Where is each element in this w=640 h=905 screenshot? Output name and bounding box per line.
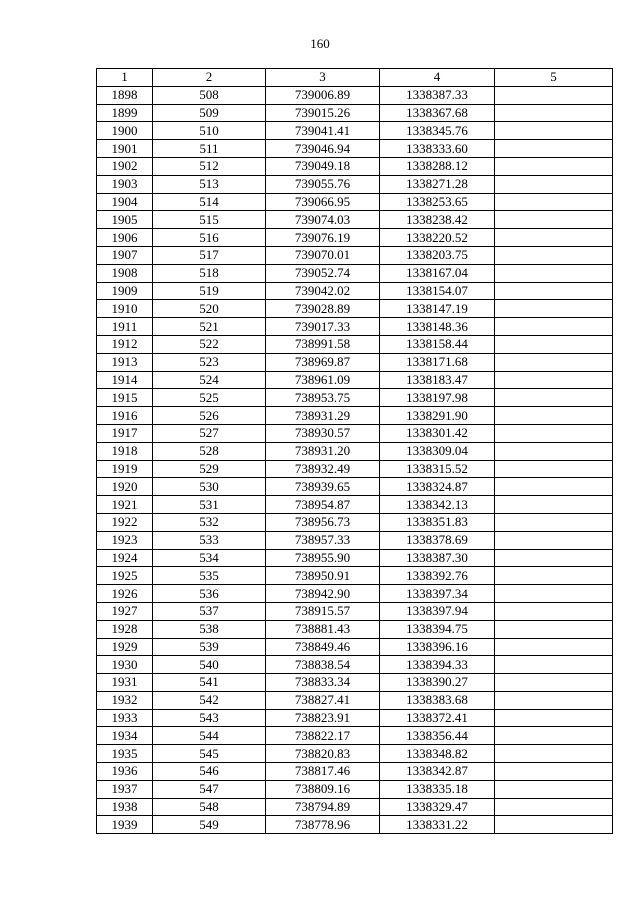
table-cell: 1338397.94 [380,602,495,620]
table-cell: 1906 [97,229,153,247]
table-cell: 519 [153,282,266,300]
table-cell: 738833.34 [266,674,380,692]
table-cell: 738931.20 [266,442,380,460]
table-cell: 543 [153,709,266,727]
table-row [97,638,613,656]
table-cell: 1338387.30 [380,549,495,567]
table-cell: 1902 [97,157,153,175]
table-cell [495,318,613,336]
table-cell: 1907 [97,246,153,264]
table-cell: 514 [153,193,266,211]
table-row [97,424,613,442]
table-cell: 1921 [97,496,153,514]
table-cell: 530 [153,478,266,496]
table-cell: 738955.90 [266,549,380,567]
table-cell: 1912 [97,335,153,353]
table-cell: 1928 [97,620,153,638]
table-row [97,157,613,175]
table-cell: 524 [153,371,266,389]
table-row [97,745,613,763]
table-row [97,193,613,211]
table-cell: 739028.89 [266,300,380,318]
table-row [97,585,613,603]
table-cell: 1338333.60 [380,140,495,158]
table-cell: 1922 [97,513,153,531]
table-cell: 513 [153,175,266,193]
table-cell: 738794.89 [266,798,380,816]
table-cell: 546 [153,763,266,781]
table-row [97,264,613,282]
table-cell: 739066.95 [266,193,380,211]
table-cell: 738915.57 [266,602,380,620]
table-cell: 1938 [97,798,153,816]
table-cell: 739015.26 [266,104,380,122]
table-row [97,709,613,727]
table-cell: 738956.73 [266,513,380,531]
table-row [97,513,613,531]
table-cell: 527 [153,424,266,442]
table-cell: 532 [153,513,266,531]
table-row [97,442,613,460]
table-cell: 1920 [97,478,153,496]
table-cell: 1911 [97,318,153,336]
table-cell: 1338396.16 [380,638,495,656]
table-cell: 1338147.19 [380,300,495,318]
table-cell: 533 [153,531,266,549]
table-cell [495,816,613,834]
table-cell [495,727,613,745]
table-cell: 1338301.42 [380,424,495,442]
table-cell [495,780,613,798]
table-cell: 739070.01 [266,246,380,264]
page-number: 160 [310,36,330,51]
table-cell: 1338315.52 [380,460,495,478]
table-cell: 1899 [97,104,153,122]
column-header: 4 [380,69,495,87]
table-cell: 523 [153,353,266,371]
table-cell: 547 [153,780,266,798]
table-cell: 738822.17 [266,727,380,745]
table-cell [495,798,613,816]
table-cell: 739046.94 [266,140,380,158]
table-cell [495,709,613,727]
table-cell: 1929 [97,638,153,656]
table-cell: 1918 [97,442,153,460]
table-cell: 739052.74 [266,264,380,282]
table-cell: 544 [153,727,266,745]
table-cell: 738950.91 [266,567,380,585]
column-header: 3 [266,69,380,87]
table-cell [495,424,613,442]
table-cell: 1935 [97,745,153,763]
table-cell [495,104,613,122]
table-cell: 1898 [97,86,153,104]
table-cell: 516 [153,229,266,247]
table-cell: 537 [153,602,266,620]
table-cell: 521 [153,318,266,336]
table-cell: 1338183.47 [380,371,495,389]
table-cell: 1338372.41 [380,709,495,727]
table-cell [495,620,613,638]
table-cell [495,407,613,425]
table-cell: 738881.43 [266,620,380,638]
table-row [97,318,613,336]
table-cell: 1934 [97,727,153,745]
table-row [97,780,613,798]
table-row [97,478,613,496]
table-cell [495,246,613,264]
table-cell [495,602,613,620]
table-cell: 1338329.47 [380,798,495,816]
table-cell: 510 [153,122,266,140]
table-cell: 522 [153,335,266,353]
table-row [97,246,613,264]
table-cell: 738778.96 [266,816,380,834]
table-cell [495,496,613,514]
table-cell [495,531,613,549]
table-cell: 1338203.75 [380,246,495,264]
table-cell [495,674,613,692]
table-cell: 1338220.52 [380,229,495,247]
table-row [97,122,613,140]
table-cell: 1903 [97,175,153,193]
table-cell: 738953.75 [266,389,380,407]
table-cell: 534 [153,549,266,567]
table-cell: 739055.76 [266,175,380,193]
table-cell [495,371,613,389]
table-cell: 1338394.33 [380,656,495,674]
table-cell: 1338171.68 [380,353,495,371]
table-cell: 1338342.87 [380,763,495,781]
table-cell: 1908 [97,264,153,282]
table-row [97,389,613,407]
table-body [97,86,613,833]
table-cell [495,567,613,585]
coordinates-table [96,68,613,834]
table-cell: 1338383.68 [380,691,495,709]
table-row [97,763,613,781]
table-cell [495,193,613,211]
table-cell [495,442,613,460]
table-cell: 528 [153,442,266,460]
table-cell [495,460,613,478]
table-cell: 1338158.44 [380,335,495,353]
table-cell: 536 [153,585,266,603]
table-cell [495,513,613,531]
table-cell: 520 [153,300,266,318]
table-cell: 539 [153,638,266,656]
table-cell: 1338351.83 [380,513,495,531]
table-row [97,353,613,371]
column-header: 2 [153,69,266,87]
table-row [97,335,613,353]
table-cell: 739074.03 [266,211,380,229]
table-cell [495,691,613,709]
table-cell: 738849.46 [266,638,380,656]
table-cell: 739076.19 [266,229,380,247]
table-cell: 1338253.65 [380,193,495,211]
table-cell: 738820.83 [266,745,380,763]
table-cell: 738954.87 [266,496,380,514]
table-row [97,727,613,745]
table-cell: 1338335.18 [380,780,495,798]
table-cell: 738991.58 [266,335,380,353]
table-cell: 739006.89 [266,86,380,104]
table-row [97,104,613,122]
table-cell: 739041.41 [266,122,380,140]
table-cell: 1910 [97,300,153,318]
table-cell: 1931 [97,674,153,692]
table-cell: 1919 [97,460,153,478]
table-cell: 1338324.87 [380,478,495,496]
table-cell: 738939.65 [266,478,380,496]
table-cell [495,638,613,656]
table-row [97,407,613,425]
table-cell: 1939 [97,816,153,834]
table-cell: 738931.29 [266,407,380,425]
table-row [97,460,613,478]
table-cell: 525 [153,389,266,407]
table-cell: 1338167.04 [380,264,495,282]
table-cell: 1932 [97,691,153,709]
table-cell [495,264,613,282]
table-cell: 509 [153,104,266,122]
table-row [97,229,613,247]
table-cell: 531 [153,496,266,514]
table-cell [495,86,613,104]
table-cell: 1338397.34 [380,585,495,603]
table-cell: 542 [153,691,266,709]
table-cell [495,175,613,193]
table-cell: 1338356.44 [380,727,495,745]
table-cell: 1923 [97,531,153,549]
table-row [97,567,613,585]
table-cell: 1917 [97,424,153,442]
table-cell: 738957.33 [266,531,380,549]
table-cell: 738932.49 [266,460,380,478]
table-cell [495,282,613,300]
table-cell [495,140,613,158]
table-cell: 1338367.68 [380,104,495,122]
table-cell: 1338288.12 [380,157,495,175]
table-cell: 1338291.90 [380,407,495,425]
table-cell: 1915 [97,389,153,407]
table-row [97,656,613,674]
table-cell: 541 [153,674,266,692]
table-cell [495,585,613,603]
table-cell: 1338348.82 [380,745,495,763]
table-cell: 1338378.69 [380,531,495,549]
table-cell [495,122,613,140]
table-cell: 1937 [97,780,153,798]
table-row [97,86,613,104]
table-cell: 738823.91 [266,709,380,727]
table-cell: 738969.87 [266,353,380,371]
column-header: 5 [495,69,613,87]
table-cell [495,300,613,318]
table-cell: 545 [153,745,266,763]
table-cell: 738838.54 [266,656,380,674]
table-cell: 1914 [97,371,153,389]
table-cell: 1924 [97,549,153,567]
table-cell: 738961.09 [266,371,380,389]
table-cell: 1338390.27 [380,674,495,692]
table-cell: 538 [153,620,266,638]
table-cell: 1905 [97,211,153,229]
table-cell: 738817.46 [266,763,380,781]
table-cell: 1926 [97,585,153,603]
table-cell: 738827.41 [266,691,380,709]
table-cell [495,353,613,371]
table-cell: 1338331.22 [380,816,495,834]
table-cell: 540 [153,656,266,674]
table-cell [495,745,613,763]
table-row [97,602,613,620]
table-cell: 515 [153,211,266,229]
table-cell: 511 [153,140,266,158]
table-cell: 1338148.36 [380,318,495,336]
table-cell: 1338309.04 [380,442,495,460]
table-cell: 512 [153,157,266,175]
table-cell: 526 [153,407,266,425]
table-cell [495,211,613,229]
table-row [97,531,613,549]
table-cell: 548 [153,798,266,816]
table-cell: 1338271.28 [380,175,495,193]
table-cell [495,229,613,247]
table-cell: 1916 [97,407,153,425]
table-cell [495,478,613,496]
table-row [97,175,613,193]
table-cell: 1913 [97,353,153,371]
table-cell: 535 [153,567,266,585]
table-row [97,140,613,158]
table-cell: 529 [153,460,266,478]
table-row [97,674,613,692]
table-cell: 1338392.76 [380,567,495,585]
table-cell: 517 [153,246,266,264]
table-cell: 508 [153,86,266,104]
table-cell: 1338394.75 [380,620,495,638]
table-cell: 549 [153,816,266,834]
table-cell [495,549,613,567]
table-cell: 1338197.98 [380,389,495,407]
table-row [97,496,613,514]
table-cell: 1933 [97,709,153,727]
table-header-row [97,69,613,87]
table-cell: 518 [153,264,266,282]
table-cell: 738942.90 [266,585,380,603]
table-cell: 1338345.76 [380,122,495,140]
table-row [97,282,613,300]
table-row [97,549,613,567]
table-cell: 739049.18 [266,157,380,175]
table-cell: 1927 [97,602,153,620]
table-cell: 1338238.42 [380,211,495,229]
table-cell: 1925 [97,567,153,585]
table-row [97,300,613,318]
table-row [97,691,613,709]
table-cell [495,157,613,175]
table-cell: 1338342.13 [380,496,495,514]
table-cell: 738809.16 [266,780,380,798]
table-cell: 1900 [97,122,153,140]
table-cell: 738930.57 [266,424,380,442]
table-cell [495,656,613,674]
table-cell: 1901 [97,140,153,158]
table-cell: 1904 [97,193,153,211]
table-row [97,798,613,816]
table-row [97,816,613,834]
table-cell [495,335,613,353]
table-cell: 1930 [97,656,153,674]
table-cell [495,389,613,407]
table-cell: 739017.33 [266,318,380,336]
table-cell: 739042.02 [266,282,380,300]
table-row [97,620,613,638]
table-cell: 1338154.07 [380,282,495,300]
table-row [97,211,613,229]
table-cell: 1338387.33 [380,86,495,104]
column-header: 1 [97,69,153,87]
table-cell [495,763,613,781]
table-cell: 1909 [97,282,153,300]
table-row [97,371,613,389]
table-cell: 1936 [97,763,153,781]
